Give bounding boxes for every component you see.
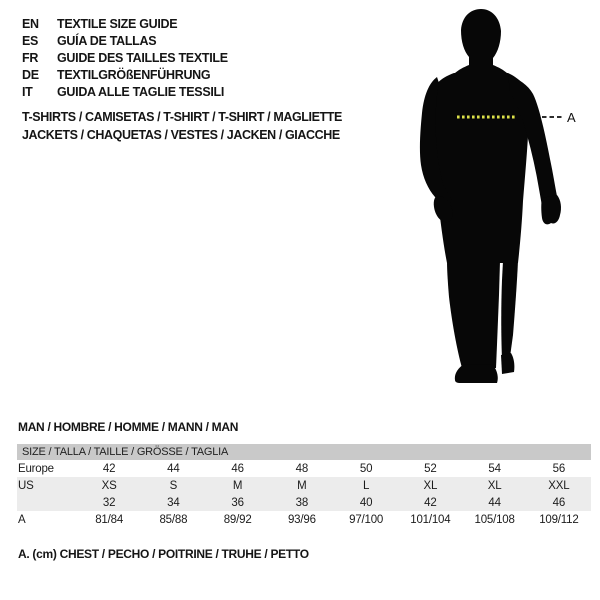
language-row bbox=[22, 32, 228, 49]
table-row-chest-a bbox=[17, 511, 591, 528]
size-cell: 36 bbox=[231, 496, 244, 509]
size-cell: 109/112 bbox=[539, 513, 579, 526]
measure-footnote: A. (cm) CHEST / PECHO / POITRINE / TRUHE / PETTO bbox=[18, 547, 309, 561]
man-silhouette bbox=[420, 9, 561, 383]
language-text: GUIDA ALLE TAGLIE TESSILI bbox=[57, 84, 225, 99]
language-text: TEXTILGRÖßENFÜHRUNG bbox=[57, 67, 211, 82]
size-cell: XXL bbox=[548, 479, 570, 492]
size-cell: 44 bbox=[488, 496, 501, 509]
size-cell: 54 bbox=[488, 462, 501, 475]
language-code: FR bbox=[22, 50, 39, 65]
size-cell: L bbox=[363, 479, 370, 492]
size-cell: 101/104 bbox=[410, 513, 451, 526]
row-label: Europe bbox=[18, 462, 54, 475]
category-jackets: JACKETS / CHAQUETAS / VESTES / JACKEN / GIACCHE bbox=[22, 128, 340, 142]
table-row-europe bbox=[17, 460, 591, 477]
row-label: US bbox=[18, 479, 34, 492]
size-cell: 42 bbox=[424, 496, 437, 509]
language-code: DE bbox=[22, 67, 39, 82]
size-cell: 32 bbox=[102, 496, 116, 509]
language-text: GUIDE DES TAILLES TEXTILE bbox=[57, 50, 228, 65]
language-code: IT bbox=[22, 84, 33, 99]
size-cell: 38 bbox=[295, 496, 309, 509]
size-cell: 42 bbox=[102, 462, 116, 475]
size-cell: 85/88 bbox=[159, 513, 188, 526]
size-cell: 105/108 bbox=[474, 513, 515, 526]
table-row-us-numeric bbox=[17, 494, 591, 511]
language-list bbox=[22, 15, 228, 100]
size-cell: 40 bbox=[359, 496, 373, 509]
size-cell: 93/96 bbox=[287, 513, 316, 526]
category-tshirts: T-SHIRTS / CAMISETAS / T-SHIRT / T-SHIRT / MAGLIETTE bbox=[22, 110, 342, 124]
row-label: A bbox=[18, 513, 26, 526]
table-header: SIZE / TALLA / TAILLE / GRÖSSE / TAGLIA bbox=[17, 444, 591, 460]
man-silhouette-figure bbox=[405, 5, 595, 405]
section-title-man: MAN / HOMBRE / HOMME / MANN / MAN bbox=[18, 420, 239, 434]
size-cell: 52 bbox=[424, 462, 437, 475]
language-text: TEXTILE SIZE GUIDE bbox=[57, 16, 178, 31]
language-row bbox=[22, 49, 228, 66]
size-cell: 50 bbox=[359, 462, 373, 475]
size-cell: 56 bbox=[552, 462, 566, 475]
category-lines bbox=[22, 108, 342, 144]
size-cell: M bbox=[232, 479, 243, 492]
size-cell: S bbox=[169, 479, 178, 492]
size-cell: 97/100 bbox=[349, 513, 384, 526]
size-cell: XS bbox=[101, 479, 117, 492]
size-cell: 34 bbox=[167, 496, 180, 509]
language-text: GUÍA DE TALLAS bbox=[57, 33, 157, 48]
size-cell: XL bbox=[487, 479, 502, 492]
language-code: ES bbox=[22, 33, 39, 48]
language-code: EN bbox=[22, 16, 39, 31]
language-row bbox=[22, 66, 228, 83]
size-cell: 44 bbox=[167, 462, 180, 475]
size-cell: XL bbox=[423, 479, 438, 492]
language-row bbox=[22, 83, 228, 100]
measure-label-a: A bbox=[567, 110, 576, 125]
size-cell: 46 bbox=[552, 496, 566, 509]
language-row bbox=[22, 15, 228, 32]
size-cell: 46 bbox=[231, 462, 244, 475]
size-cell: 48 bbox=[295, 462, 309, 475]
size-cell: 89/92 bbox=[223, 513, 252, 526]
size-cell: M bbox=[297, 479, 307, 492]
size-table bbox=[17, 444, 591, 528]
table-row-us bbox=[17, 477, 591, 494]
size-cell: 81/84 bbox=[95, 513, 124, 526]
